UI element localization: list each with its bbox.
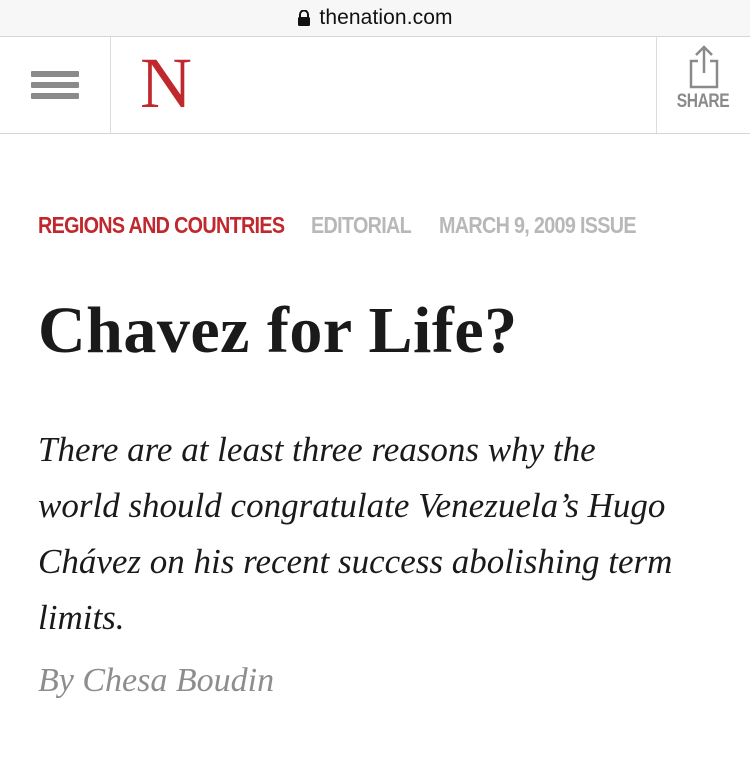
share-icon bbox=[686, 45, 722, 89]
issue-link[interactable]: MARCH 9, 2009 ISSUE bbox=[439, 212, 636, 238]
site-logo[interactable]: N bbox=[140, 43, 192, 123]
hamburger-menu-icon bbox=[31, 66, 79, 104]
category-link[interactable]: REGIONS AND COUNTRIES bbox=[38, 212, 285, 238]
site-header bbox=[0, 36, 750, 134]
article-dek: There are at least three reasons why the world should congratulate Venezuela’s Hugo Chávez on his recent success abolishing term limits. bbox=[38, 430, 673, 637]
lock-icon bbox=[297, 10, 311, 26]
menu-button[interactable] bbox=[0, 37, 111, 133]
byline[interactable]: By Chesa Boudin bbox=[38, 662, 275, 699]
share-label: SHARE bbox=[677, 91, 730, 112]
article-type-label[interactable]: EDITORIAL bbox=[311, 212, 412, 238]
page-title: Chavez for Life? bbox=[38, 294, 518, 367]
url-text[interactable]: thenation.com bbox=[319, 6, 453, 29]
share-button[interactable] bbox=[656, 37, 750, 133]
article-meta bbox=[38, 212, 668, 239]
browser-address-bar[interactable] bbox=[0, 0, 750, 36]
